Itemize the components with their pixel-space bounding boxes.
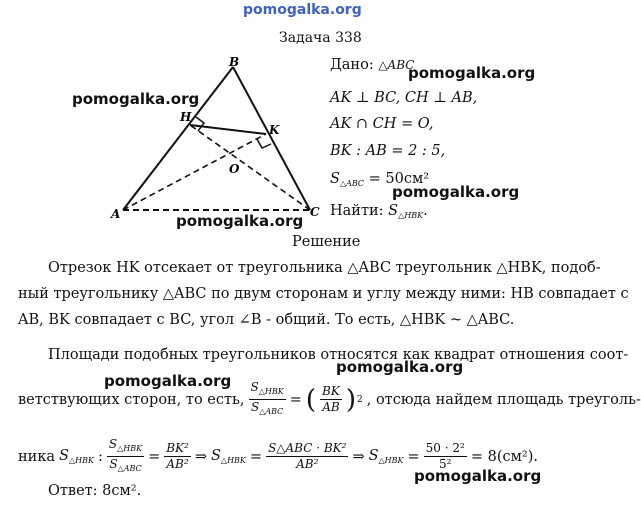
watermark-5: pomogalka.org: [104, 372, 232, 390]
given-triangle: △ABC: [378, 58, 415, 72]
given-label-line: [330, 57, 414, 73]
right-angle-h: [196, 117, 204, 131]
watermark-1: pomogalka.org: [72, 90, 200, 108]
label-h: H: [180, 110, 192, 124]
ratio-fraction: $\frac{S_{\triangle HBK}}{S_{\triangle ABC}}$: [250, 380, 284, 416]
altitude-ch: [190, 125, 310, 210]
right-angle-k: [257, 139, 271, 148]
given-label: Дано:: [330, 57, 374, 73]
given-area: $S_{\triangle ABC} = 50см^2$: [330, 171, 430, 188]
label-b: B: [229, 55, 240, 69]
given-cond-2: AK ∩ CH = O,: [330, 116, 434, 132]
side-ab: [123, 67, 233, 210]
altitude-ak: [123, 134, 266, 210]
watermark-3: pomogalka.org: [392, 183, 520, 201]
given-cond-3: BK : AB = 2 : 5,: [330, 143, 446, 159]
triangle-figure: [105, 55, 335, 228]
para2-line3: ника $S_{\triangle HBK}$ : $\frac{S_{\triangle HBK}}{S_{\triangle ABC}}$ = $\frac{\text{BK²}}{\text{AB²}}$ ⇒ $S_{\triangle HBK}$ = $\frac{\text{S△ABC · BK²}}{\text{AB²}}$ ⇒ $S_{\triangle HBK}$ = $\frac{\text{50 · 2²}}{\text{5²}}$ = 8(см²).: [18, 437, 538, 473]
label-a: A: [111, 207, 121, 221]
given-cond-1: AK ⊥ BC, CH ⊥ AB,: [330, 90, 478, 106]
label-c: C: [310, 205, 320, 219]
solution-heading: Решение: [292, 234, 361, 250]
side-bc: [233, 67, 310, 210]
sides-fraction: $\frac{BK}{AB}$: [322, 384, 340, 414]
problem-title: Задача 338: [279, 30, 362, 46]
answer: Ответ: 8см².: [48, 483, 142, 499]
watermark-4: pomogalka.org: [176, 212, 304, 230]
watermark-top[interactable]: pomogalka.org: [243, 2, 362, 18]
para2-line2: ветствующих сторон, то есть, $\frac{S_{\triangle HBK}}{S_{\triangle ABC}}$ = ( $\frac{BK}{AB}$ ) 2 , отсюда найдем площадь треуголь-: [18, 380, 641, 419]
para1-line3: AB, BK совпадает с BC, угол ∠B - общий. То есть, △HBK ~ △ABC.: [18, 312, 515, 328]
watermark-7: pomogalka.org: [414, 467, 542, 485]
given-find: Найти: $S_{\triangle HBK}$.: [330, 203, 428, 220]
para2-line1: Площади подобных треугольников относятся как квадрат отношения соот-: [48, 347, 629, 363]
watermark-2: pomogalka.org: [408, 64, 536, 82]
watermark-6: pomogalka.org: [336, 358, 464, 376]
para1-line2: ный треугольнику △ABC по двум сторонам и углу между ними: HB совпадает с: [18, 286, 629, 302]
para1-line1: Отрезок HK отсекает от треугольника △ABC треугольник △HBK, подоб-: [48, 260, 601, 276]
label-k: K: [269, 123, 280, 137]
label-o: O: [229, 162, 240, 176]
